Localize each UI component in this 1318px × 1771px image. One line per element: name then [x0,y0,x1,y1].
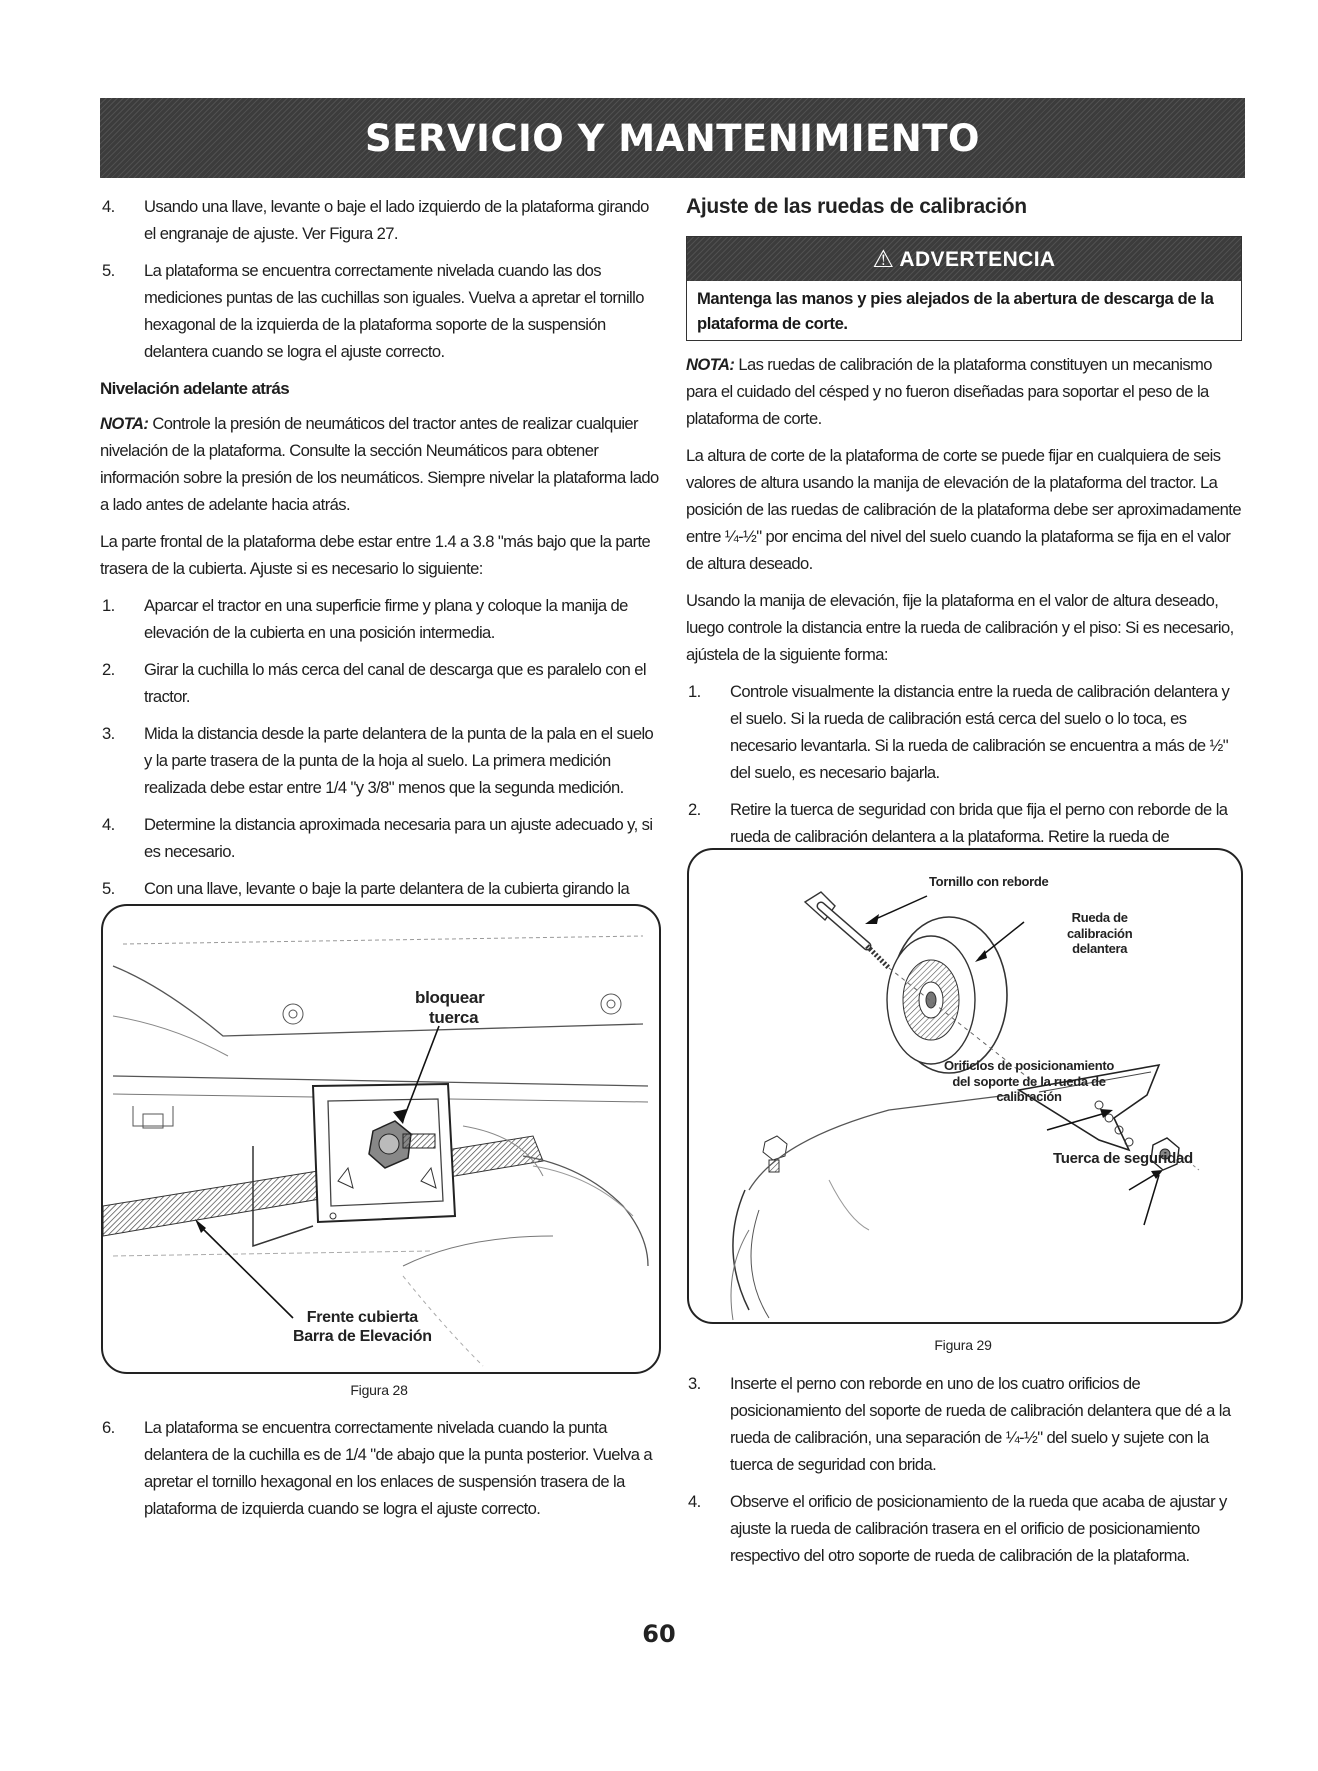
label-wheel-line-3: delantera [1072,941,1128,957]
list-number: 6. [102,1418,115,1437]
list-number: 4. [102,197,115,216]
label-holes-line-1: Orificios de posicionamiento [943,1058,1115,1073]
list-number: 5. [102,879,115,898]
list-number: 5. [102,261,115,280]
page-number: 60 [642,1620,676,1648]
list-text: Girar la cuchilla lo más cerca del canal de descarga que es paralelo con el tractor. [144,660,646,706]
list-item [100,257,660,365]
label-front-bar [293,1308,432,1346]
warning-header [687,237,1241,281]
right-column [686,193,1242,887]
label-lock [415,988,484,1029]
paragraph: Usando la manija de elevación, fije la plataforma en el valor de altura deseado, luego controle la distancia entre la rueda de calibración y el piso: Si es necesario, ajústela de la siguiente forma: [686,591,1234,664]
list-text: Usando una llave, levante o baje el lado izquierdo de la plataforma girando el engranaje de ajuste. Ver Figura 27. [144,197,649,243]
list-text: Determine la distancia aproximada necesaria para un ajuste adecuado y, si es necesario. [144,815,653,861]
label-lock-line-1: bloquear [415,988,485,1007]
section-heading-gauge-wheels: Ajuste de las ruedas de calibración [686,195,1027,218]
note-label: NOTA: [100,414,149,433]
list-text: Inserte el perno con reborde en uno de los cuatro orificios de posicionamiento del soporte de rueda de calibración delantera que dé a la rueda de calibración, una separación de ¼-½" del suelo y sujete con la tuerca de seguridad con brida. [730,1374,1231,1474]
section-banner [100,98,1245,178]
list-text: Aparcar el tractor en una superficie firme y plana y coloque la manija de elevación de la cubierta en una posición intermedia. [144,596,628,642]
label-wheel-line-2: calibración [1067,925,1133,941]
figure-29-caption: Figura 29 [934,1337,992,1353]
list-text: Mida la distancia desde la parte delantera de la punta de la pala en el suelo y la parte trasera de la punta de la hoja al suelo. La primera medición realizada debe estar entre 1/4 "y 3/8" menos que la segunda medición. [144,724,654,797]
list-number: 2. [102,660,115,679]
list-text: La plataforma se encuentra correctamente nivelada cuando las dos mediciones puntas de las cuchillas son iguales. Vuelva a apretar el tornillo hexagonal de la izquierda de la plataforma soporte de la suspensión delantera cuando se logra el ajuste correcto. [144,261,644,361]
list-text: Observe el orificio de posicionamiento de la rueda que acaba de ajustar y ajuste la rueda de calibración trasera en el orificio de posicionamiento respectivo del otro soporte de rueda de calibración de la plataforma. [730,1492,1227,1565]
warning-title: ADVERTENCIA [899,247,1056,271]
page-title: SERVICIO Y MANTENIMIENTO [365,116,980,160]
warning-triangle-icon: ⚠ [872,244,894,273]
list-number: 4. [102,815,115,834]
figure-29 [687,848,1243,1324]
list-item [686,1488,1242,1569]
list-text: Controle visualmente la distancia entre la rueda de calibración delantera y el suelo. Si la rueda de calibración está cerca del suelo o lo toca, es necesario levantarla. Si la rueda de calibración se encuentra a más de ½" del suelo, es necesario bajarla. [730,682,1230,782]
list-step-6 [100,1414,660,1522]
figure-28-illustration [103,906,659,1372]
list-item [100,193,660,247]
note-label: NOTA: [686,355,735,374]
list-steps-front-back [100,592,660,929]
label-lock-line-2: tuerca [429,1008,479,1028]
list-number: 3. [688,1374,701,1393]
list-number: 3. [102,724,115,743]
list-text: Con una llave, levante o baje la parte delantera de la cubierta girando la [144,879,630,898]
label-lock-nut: Tuerca de seguridad [1053,1150,1193,1167]
note-paragraph [100,410,660,518]
left-column [100,193,660,939]
warning-box [686,236,1242,341]
paragraph: La parte frontal de la plataforma debe estar entre 1.4 a 3.8 "más bajo que la parte trasera de la cubierta. Ajuste si es necesario lo siguiente: [100,532,651,578]
label-holes-line-2: del soporte de la rueda de [952,1073,1106,1089]
list-steps-side-level [100,193,660,365]
note-text: Controle la presión de neumáticos del tractor antes de realizar cualquier nivelación de la plataforma. Consulte la sección Neumáticos para obtener información sobre la presión de los neumáticos. Siempre nivelar la plataforma lado a lado antes de adelante hacia atrás. [100,414,659,514]
right-column-continued [686,1370,1242,1579]
list-number: 1. [102,596,115,615]
paragraph: La altura de corte de la plataforma de corte se puede fijar en cualquiera de seis valores de altura usando la manija de elevación de la plataforma del tractor. La posición de las ruedas de calibración de la plataforma debe ser aproximadamente entre ¼-½" por encima del nivel del suelo cuando la plataforma se fija en el valor de altura deseado. [686,446,1241,573]
subheading-front-back: Nivelación adelante atrás [100,379,290,398]
figure-28-caption: Figura 28 [350,1382,408,1398]
note-text: Las ruedas de calibración de la plataforma constituyen un mecanismo para el cuidado del césped y no fueron diseñadas para soportar el peso de la plataforma de corte. [686,355,1212,428]
label-holes-line-3: calibración [996,1089,1062,1105]
list-number: 2. [688,800,701,819]
label-front-line-2: Barra de Elevación [293,1328,432,1346]
list-item [686,678,1242,786]
list-number: 1. [688,682,701,701]
label-wheel-line-1: Rueda de [1071,910,1128,925]
list-steps-gauge-b [686,1370,1242,1569]
label-flange-bolt: Tornillo con reborde [929,874,1049,889]
list-item [100,1414,660,1522]
list-item [100,720,660,801]
label-positioning-holes [929,1058,1129,1105]
list-item [686,1370,1242,1478]
list-item [100,592,660,646]
label-front-gauge-wheel [1067,910,1132,957]
warning-text: Mantenga las manos y pies alejados de la abertura de descarga de la plataforma de corte. [697,289,1214,333]
figure-28 [101,904,661,1374]
label-front-line-1: Frente cubierta [306,1309,418,1326]
list-item [100,656,660,710]
left-column-continued [100,1414,660,1532]
list-text: Retire la tuerca de seguridad con brida que fija el perno con reborde de la rueda de calibración delantera a la plataforma. Retire la rueda de [730,800,1228,846]
list-text: La plataforma se encuentra correctamente nivelada cuando la punta delantera de la cuchilla es de 1/4 "de abajo que la punta posterior. Vuelva a apretar el tornillo hexagonal en los enlaces de suspensión trasera de la plataforma de izquierda cuando se logra el ajuste correcto. [144,1418,652,1518]
note-paragraph [686,351,1242,432]
list-number: 4. [688,1492,701,1511]
list-item [100,811,660,865]
